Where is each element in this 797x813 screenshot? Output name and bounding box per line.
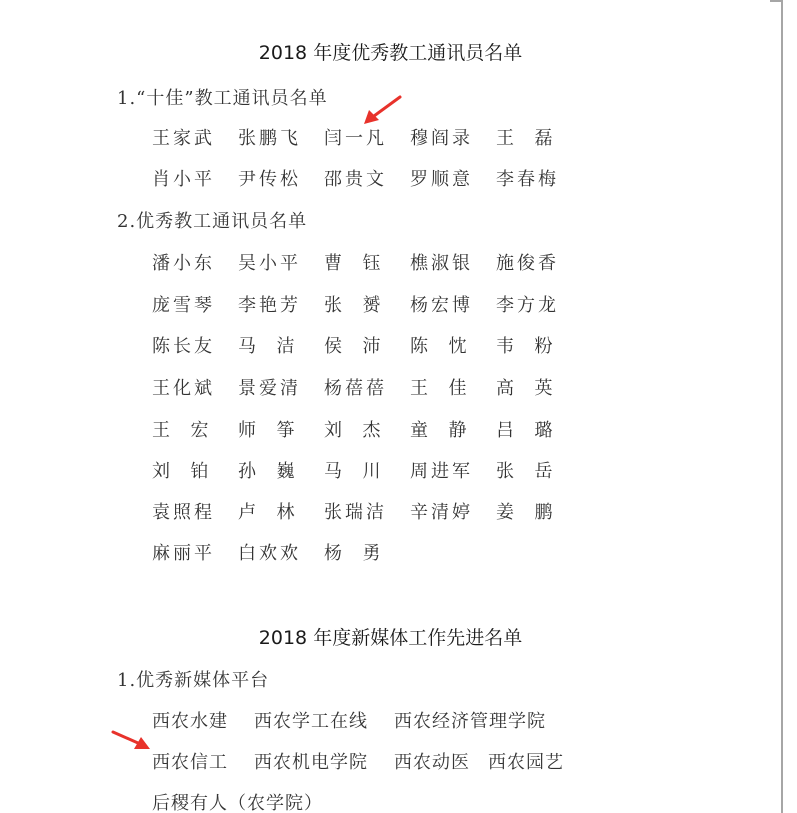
name-cell: 麻丽平 (152, 543, 215, 564)
name-cell: 姜 鹏 (496, 502, 556, 523)
name-cell: 施俊香 (496, 253, 559, 274)
red-arrow-annotation-icon (110, 728, 154, 754)
name-row (152, 457, 582, 481)
name-cell: 庞雪琴 (152, 295, 215, 316)
name-cell: 侯 沛 (324, 336, 384, 357)
org-row (152, 789, 349, 813)
name-row (152, 249, 582, 273)
name-cell: 师 筝 (238, 420, 298, 441)
page-title-correspondents: 2018 年度优秀教工通讯员名单 (258, 42, 523, 64)
name-cell: 袁照程 (152, 502, 215, 523)
heading-excellent-correspondents: 2.优秀教工通讯员名单 (117, 211, 308, 232)
name-row (152, 124, 582, 148)
page-gutter (783, 0, 797, 813)
name-cell: 张 赟 (324, 295, 384, 316)
name-cell: 曹 钰 (324, 253, 384, 274)
name-cell: 周进军 (410, 461, 473, 482)
name-cell: 尹传松 (238, 169, 301, 190)
name-cell: 马 川 (324, 461, 384, 482)
name-cell: 李艳芳 (238, 295, 301, 316)
page-border-top (770, 0, 782, 2)
name-cell: 马 洁 (238, 336, 298, 357)
name-row (152, 291, 582, 315)
name-cell: 韦 粉 (496, 336, 556, 357)
org-cell: 西农动医 (394, 752, 470, 773)
org-cell: 西农机电学院 (254, 752, 368, 773)
name-cell: 杨 勇 (324, 543, 384, 564)
heading-new-media-platforms: 1.优秀新媒体平台 (117, 670, 270, 691)
org-cell: 西农园艺 (488, 752, 564, 773)
name-cell: 王 佳 (410, 378, 470, 399)
name-cell: 陈 忱 (410, 336, 470, 357)
name-cell: 刘 杰 (324, 420, 384, 441)
name-cell: 肖小平 (152, 169, 215, 190)
name-row (152, 374, 582, 398)
org-cell: 西农信工 (152, 752, 228, 773)
name-cell: 辛清婷 (410, 502, 473, 523)
name-cell: 王 磊 (496, 128, 556, 149)
name-cell: 陈长友 (152, 336, 215, 357)
name-cell: 穆阎录 (410, 128, 473, 149)
name-cell: 吕 璐 (496, 420, 556, 441)
name-cell: 杨蓓蓓 (324, 378, 387, 399)
name-row (152, 165, 582, 189)
org-cell: 西农学工在线 (254, 711, 368, 732)
name-row (152, 539, 410, 563)
name-cell: 卢 林 (238, 502, 298, 523)
name-cell: 杨宏博 (410, 295, 473, 316)
page-title-new-media: 2018 年度新媒体工作先进名单 (258, 627, 523, 649)
name-cell: 景爱清 (238, 378, 301, 399)
org-cell: 西农水建 (152, 711, 228, 732)
name-cell: 罗顺意 (410, 169, 473, 190)
org-row (152, 707, 572, 731)
name-cell: 樵淑银 (410, 253, 473, 274)
name-cell: 高 英 (496, 378, 556, 399)
name-cell: 吴小平 (238, 253, 301, 274)
name-row (152, 498, 582, 522)
name-cell: 白欢欢 (238, 543, 301, 564)
heading-top-ten: 1.“十佳”教工通讯员名单 (117, 88, 328, 109)
name-cell: 童 静 (410, 420, 470, 441)
org-cell: 西农经济管理学院 (394, 711, 546, 732)
name-cell: 王家武 (152, 128, 215, 149)
org-row (152, 748, 590, 772)
name-row (152, 332, 582, 356)
name-cell: 王化斌 (152, 378, 215, 399)
name-cell: 潘小东 (152, 253, 215, 274)
name-cell: 李方龙 (496, 295, 559, 316)
name-cell: 闫一凡 (324, 128, 387, 149)
name-cell: 张 岳 (496, 461, 556, 482)
red-arrow-annotation-icon (360, 94, 404, 128)
name-cell: 李春梅 (496, 169, 559, 190)
name-cell: 张瑞洁 (324, 502, 387, 523)
name-cell: 孙 巍 (238, 461, 298, 482)
name-cell: 刘 铂 (152, 461, 212, 482)
name-cell: 张鹏飞 (238, 128, 301, 149)
org-cell: 后稷有人（农学院） (152, 793, 323, 813)
name-row (152, 416, 582, 440)
name-cell: 王 宏 (152, 420, 212, 441)
name-cell: 邵贵文 (324, 169, 387, 190)
